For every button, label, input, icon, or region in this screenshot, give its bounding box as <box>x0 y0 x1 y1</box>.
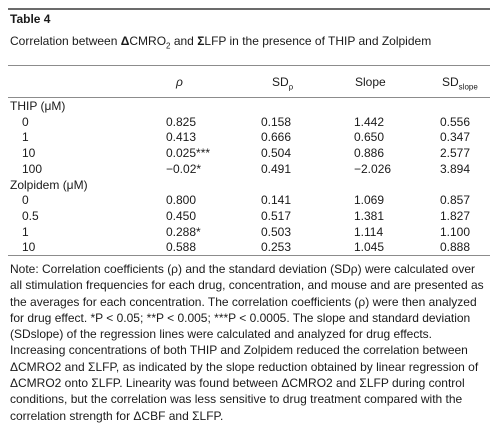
header-top-rule <box>8 65 490 66</box>
caption-term-cmro-subscript: 2 <box>166 41 171 51</box>
table-caption <box>10 34 431 50</box>
value-cell-slope: 0.886 <box>354 146 385 161</box>
value-cell-sd-rho: 0.504 <box>261 146 292 161</box>
col-header-sd-rho-text: SD <box>272 75 289 89</box>
value-cell-sd-slope: 1.827 <box>440 208 471 223</box>
table-top-rule <box>8 8 490 10</box>
value-cell-slope: 1.045 <box>354 240 385 255</box>
caption-term-lfp: LFP in the presence of THIP and Zolpidem <box>204 34 432 48</box>
col-header-sd-rho-subscript: ρ <box>288 82 294 92</box>
table-number-label: Table 4 <box>10 12 51 26</box>
value-cell-sd-rho: 0.158 <box>261 114 292 129</box>
value-cell-sd-rho: 0.491 <box>261 161 292 176</box>
sigma-symbol: Σ <box>197 34 205 48</box>
value-cell-sd-rho: 0.141 <box>261 193 292 208</box>
col-header-sd-slope <box>442 75 478 91</box>
concentration-cell: 0.5 <box>22 208 39 223</box>
value-cell-sd-slope: 0.857 <box>440 193 471 208</box>
caption-term-cmro: CMRO <box>129 34 167 48</box>
col-header-sd-slope-subscript: slope <box>458 82 478 92</box>
value-cell-sd-slope: 0.888 <box>440 240 471 255</box>
col-header-sd-slope-text: SD <box>442 75 459 89</box>
value-cell-slope: 1.381 <box>354 208 385 223</box>
footnote-text: Note: Correlation coefficients (ρ) and the standard deviation (SDρ) were calculated over all stimulation frequencies for each drug, concentration, and mouse and are presented as the averages for each concentration. The correlation coefficients (ρ) were then analyzed for drug effect. *P < 0.05; **P < 0.005; ***P < 0.0005. The slope and standard deviation (SDslope) of the regression lines were calculated and analyzed for drug effects. Increasing concentrations of both THIP and Zolpidem reduced the correlation between ΔCMRO2 and ΣLFP, as indicated by the slope reduction obtained by linear regression of ΔCMRO2 onto ΣLFP. Linearity was found between ΔCMRO2 and ΣLFP during control conditions, but the correlation was less sensitive to drug treatment compared with the correlation strength for ΔCBF and ΣLFP. <box>10 262 484 423</box>
value-cell-sd-rho: 0.517 <box>261 208 292 223</box>
concentration-cell: 0 <box>22 193 29 208</box>
value-cell-sd-slope: 0.556 <box>440 114 471 129</box>
value-cell-sd-rho: 0.666 <box>261 130 292 145</box>
value-cell-rho: 0.288* <box>166 224 201 239</box>
value-cell-sd-slope: 2.577 <box>440 146 471 161</box>
value-cell-rho: 0.588 <box>166 240 197 255</box>
concentration-cell: 10 <box>22 146 36 161</box>
header-bottom-rule <box>8 97 490 98</box>
group-label: THIP (μM) <box>10 99 66 113</box>
concentration-cell: 10 <box>22 240 36 255</box>
col-header-rho: ρ <box>176 75 183 89</box>
value-cell-slope: 0.650 <box>354 130 385 145</box>
col-header-sd-rho <box>272 75 293 91</box>
value-cell-sd-slope: 3.894 <box>440 161 471 176</box>
concentration-cell: 100 <box>22 161 43 176</box>
value-cell-rho: 0.800 <box>166 193 197 208</box>
group-label: Zolpidem (μM) <box>10 177 88 192</box>
col-header-slope: Slope <box>355 75 386 89</box>
caption-text-mid: and <box>170 34 198 48</box>
value-cell-slope: 1.442 <box>354 114 385 129</box>
value-cell-sd-rho: 0.253 <box>261 240 292 255</box>
value-cell-slope: 1.069 <box>354 193 385 208</box>
value-cell-slope: −2.026 <box>354 161 392 176</box>
value-cell-rho: 0.450 <box>166 208 197 223</box>
value-cell-slope: 1.114 <box>354 224 384 239</box>
value-cell-rho: 0.413 <box>166 130 197 145</box>
value-cell-sd-slope: 0.347 <box>440 130 471 145</box>
caption-text-before: Correlation between <box>10 34 121 48</box>
concentration-cell: 0 <box>22 114 29 129</box>
table-bottom-rule <box>8 255 490 256</box>
concentration-cell: 1 <box>22 224 29 239</box>
table-footnote <box>10 261 488 424</box>
value-cell-rho: 0.825 <box>166 114 197 129</box>
value-cell-sd-rho: 0.503 <box>261 224 292 239</box>
value-cell-sd-slope: 1.100 <box>440 224 471 239</box>
value-cell-rho: 0.025*** <box>166 146 211 161</box>
value-cell-rho: −0.02* <box>166 161 202 176</box>
concentration-cell: 1 <box>22 130 29 145</box>
delta-symbol: Δ <box>120 34 130 48</box>
